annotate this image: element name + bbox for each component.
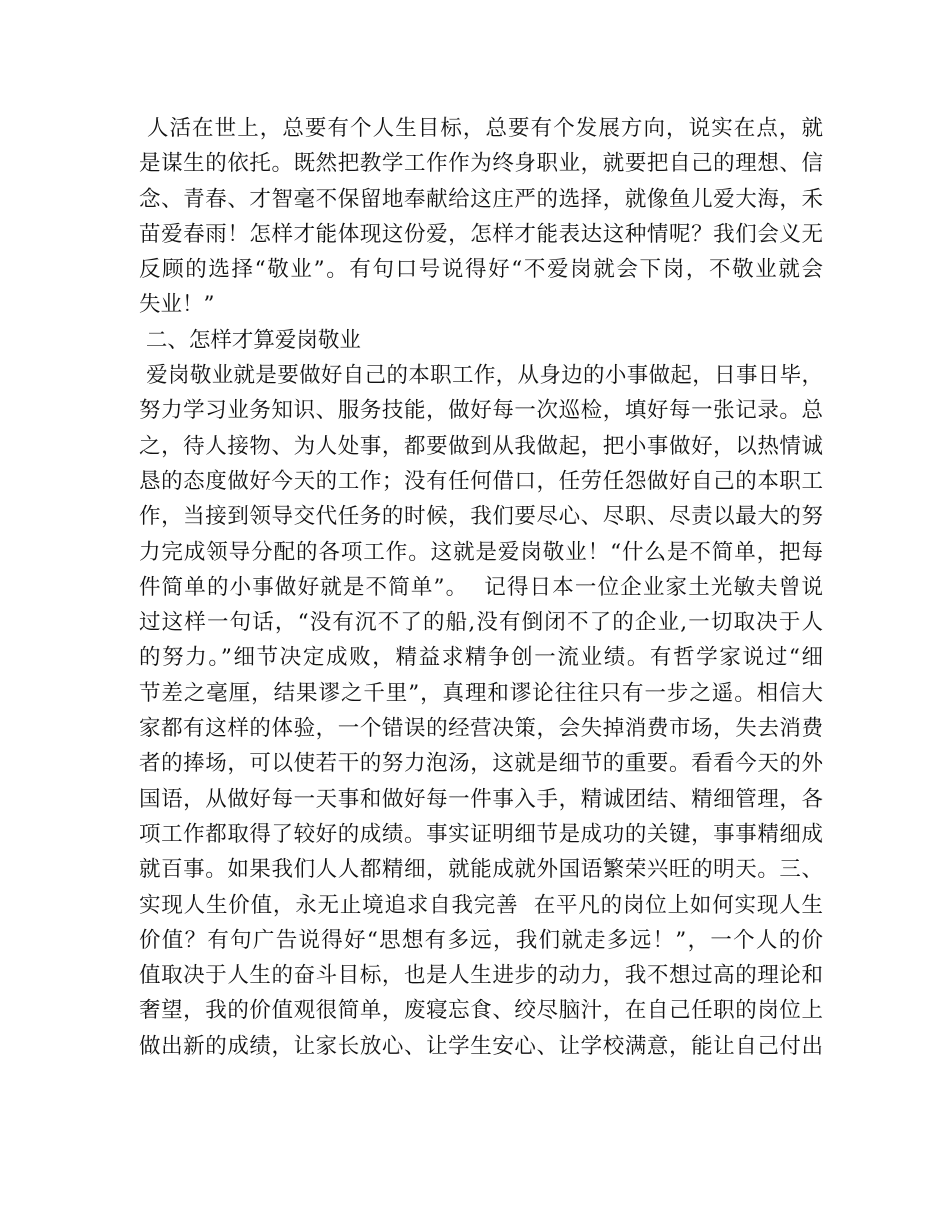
text-line: 过这样一句话，“没有沉不了的船,没有倒闭不了的企业,一切取决于人: [139, 610, 823, 636]
text-line: 是谋生的依托。既然把教学工作作为终身职业，就要把自己的理想、信: [139, 151, 823, 177]
text-line: 家都有这样的体验，一个错误的经营决策，会失掉消费市场，失去消费: [139, 716, 823, 742]
text-line: 作，当接到领导交代任务的时候，我们要尽心、尽职、尽责以最大的努: [139, 504, 823, 530]
text-line: 奢望，我的价值观很简单，废寝忘食、绞尽脑汁，在自己任职的岗位上: [139, 998, 823, 1024]
text-line: 之，待人接物、为人处事，都要做到从我做起，把小事做好，以热情诚: [139, 433, 823, 459]
text-line: 值取决于人生的奋斗目标，也是人生进步的动力，我不想过高的理论和: [139, 963, 823, 989]
text-line: 国语，从做好每一天事和做好每一件事入手，精诚团结、精细管理，各: [139, 786, 823, 812]
text-line: 节差之毫厘，结果谬之千里”，真理和谬论往往只有一步之遥。相信大: [139, 680, 823, 706]
text-line: 爱岗敬业就是要做好自己的本职工作，从身边的小事做起，日事日毕，: [139, 363, 823, 389]
text-line: 努力学习业务知识、服务技能，做好每一次巡检，填好每一张记录。总: [139, 398, 823, 424]
text-line: 反顾的选择“敬业”。有句口号说得好“不爱岗就会下岗，不敬业就会: [139, 257, 823, 283]
text-line: 项工作都取得了较好的成绩。事实证明细节是成功的关键，事事精细成: [139, 821, 823, 847]
text-line: 者的捧场，可以使若干的努力泡汤，这就是细节的重要。看看今天的外: [139, 751, 823, 777]
text-line: 念、青春、才智毫不保留地奉献给这庄严的选择，就像鱼儿爱大海，禾: [139, 186, 823, 212]
text-line: 就百事。如果我们人人都精细，就能成就外国语繁荣兴旺的明天。三、: [139, 857, 823, 883]
section-heading: 二、怎样才算爱岗敬业: [139, 327, 361, 353]
text-line: 人活在世上，总要有个人生目标，总要有个发展方向，说实在点，就: [139, 116, 823, 141]
text-line: 力完成领导分配的各项工作。这就是爱岗敬业！“什么是不简单，把每: [139, 539, 823, 565]
text-line: 苗爱春雨！怎样才能体现这份爱，怎样才能表达这种情呢？我们会义无: [139, 221, 823, 247]
text-line: 的努力。”细节决定成败，精益求精争创一流业绩。有哲学家说过“细: [139, 645, 823, 671]
text-line: 做出新的成绩，让家长放心、让学生安心、让学校满意，能让自己付出: [139, 1033, 823, 1059]
text-line: 价值？有句广告说得好“思想有多远，我们就走多远！”，一个人的价: [139, 927, 823, 953]
text-line: 实现人生价值，永无止境追求自我完善 在平凡的岗位上如何实现人生: [139, 892, 823, 918]
body-text: [139, 111, 823, 1064]
text-line: 失业！”: [139, 292, 215, 318]
text-line: 恳的态度做好今天的工作；没有任何借口，任劳任怨做好自己的本职工: [139, 468, 823, 494]
text-line: 件简单的小事做好就是不简单”。 记得日本一位企业家土光敏夫曾说: [139, 574, 823, 600]
